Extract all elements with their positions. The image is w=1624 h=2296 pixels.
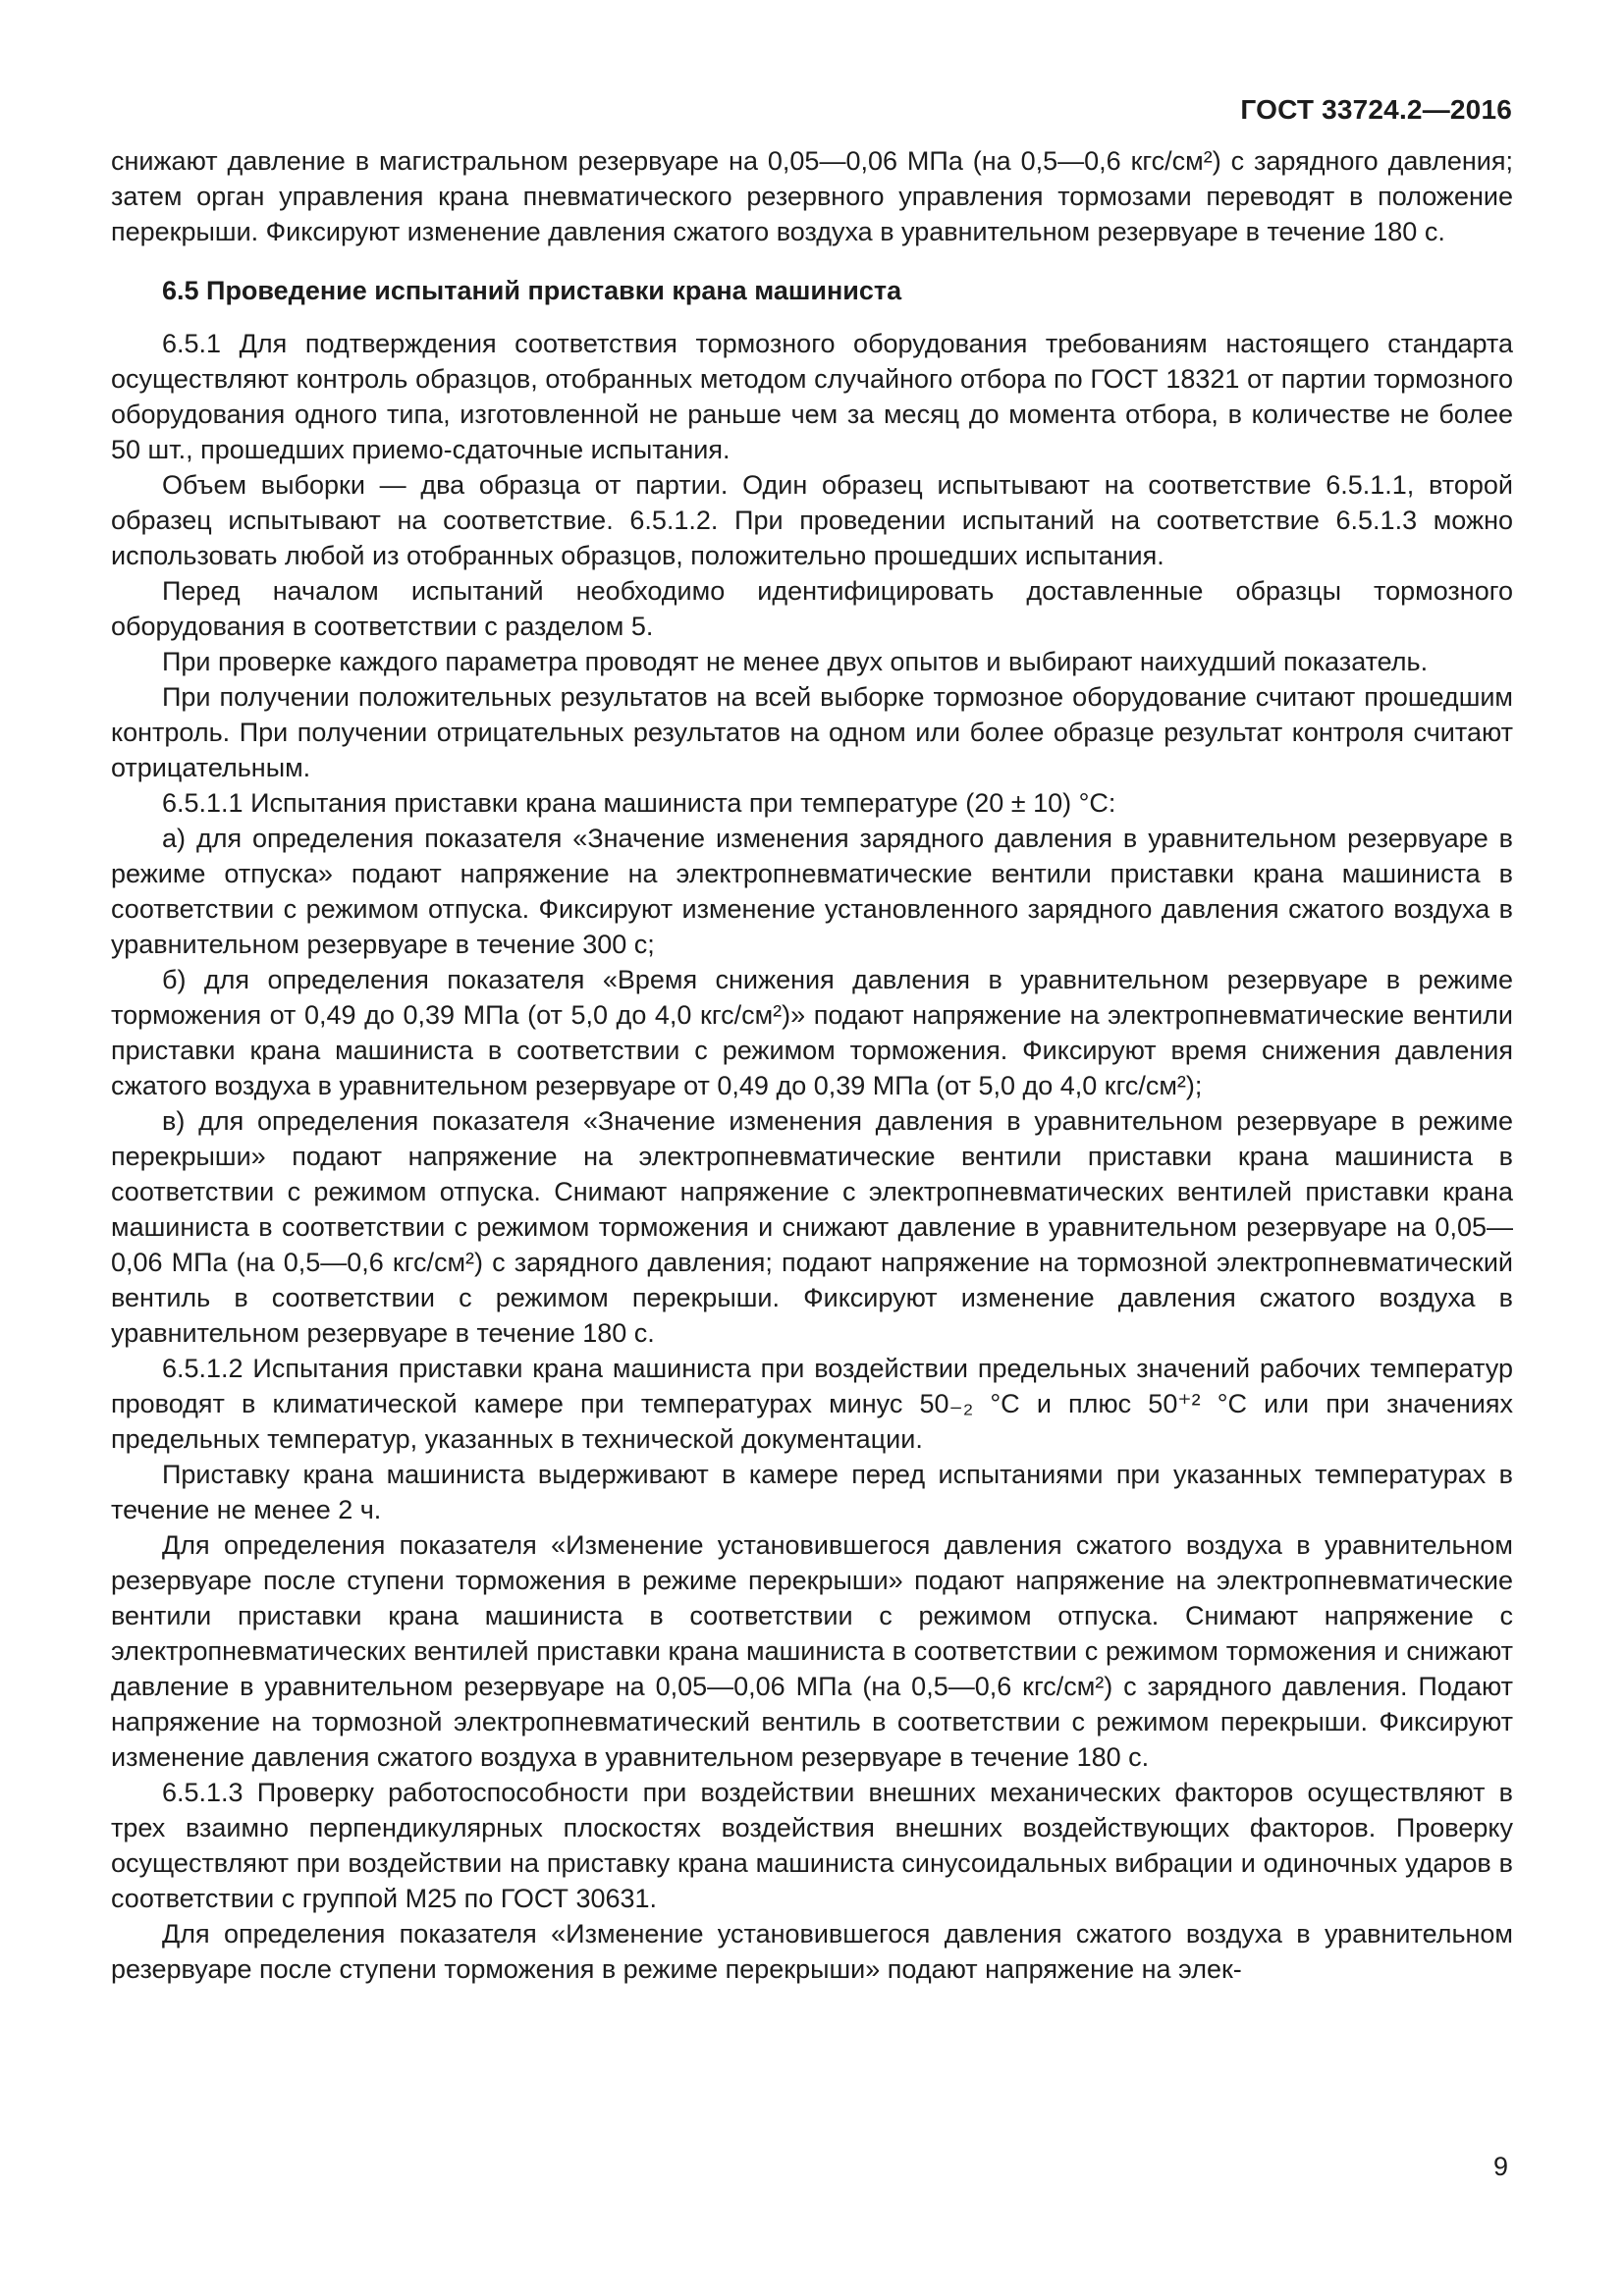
- paragraph: 6.5.1.1 Испытания приставки крана машиниста при температуре (20 ± 10) °С:: [162, 788, 1116, 818]
- section-heading: 6.5 Проведение испытаний приставки крана машиниста: [162, 276, 902, 305]
- paragraph: Перед началом испытаний необходимо идентифицировать доставленные образцы тормозного оборудования в соответствии с разделом 5.: [111, 576, 1513, 641]
- paragraph: При получении положительных результатов на всей выборке тормозное оборудование считают прошедшим контроль. При получении отрицательных результатов на одном или более образце результат контроля считают отрицательным.: [111, 682, 1513, 782]
- paragraph: в) для определения показателя «Значение изменения давления в уравнительном резервуаре в режиме перекрыши» подают напряжение на электропневматические вентили приставки крана машиниста в соответствии с режимом отпуска. Снимают напряжение с электропневматических вентилей приставки крана машиниста в соответствии с режимом торможения и снижают давление в уравнительном резервуаре на 0,05—0,06 МПа (на 0,5—0,6 кгс/см²) с зарядного давления; подают напряжение на тормозной электропневматический вентиль в соответствии с режимом перекрыши. Фиксируют изменение давления сжатого воздуха в уравнительном резервуаре в течение 180 с.: [111, 1106, 1513, 1348]
- paragraph: 6.5.1.2 Испытания приставки крана машиниста при воздействии предельных значений рабочих температур проводят в климатической камере при температурах минус 50₋₂ °С и плюс 50⁺² °С или при значениях предельных температур, указанных в технической документации.: [111, 1354, 1513, 1454]
- page-number: 9: [1492, 2152, 1508, 2181]
- paragraph: 6.5.1.3 Проверку работоспособности при воздействии внешних механических факторов осуществляют в трех взаимно перпендикулярных плоскостях воздействия внешних воздействующих факторов. Проверку осуществляют при воздействии на приставку крана машиниста синусоидальных вибрации и одиночных ударов в соответствии с группой М25 по ГОСТ 30631.: [111, 1778, 1513, 1913]
- document-header: ГОСТ 33724.2—2016: [1240, 94, 1512, 125]
- paragraph: Для определения показателя «Изменение установившегося давления сжатого воздуха в уравнительном резервуаре после ступени торможения в режиме перекрыши» подают напряжение на элек-: [111, 1919, 1513, 1984]
- paragraph: Для определения показателя «Изменение установившегося давления сжатого воздуха в уравнительном резервуаре после ступени торможения в режиме перекрыши» подают напряжение на электропневматические вентили приставки крана машиниста в соответствии с режимом отпуска. Снимают напряжение с электропневматических вентилей приставки крана машиниста в соответствии с режимом торможения и снижают давление в уравнительном резервуаре на 0,05—0,06 МПа (на 0,5—0,6 кгс/см²) с зарядного давления. Подают напряжение на тормозной электропневматический вентиль в соответствии с режимом перекрыши. Фиксируют изменение давления сжатого воздуха в уравнительном резервуаре в течение 180 с.: [111, 1530, 1513, 1772]
- paragraph: б) для определения показателя «Время снижения давления в уравнительном резервуаре в режиме торможения от 0,49 до 0,39 МПа (от 5,0 до 4,0 кгс/см²)» подают напряжение на электропневматические вентили приставки крана машиниста в соответствии с режимом торможения. Фиксируют время снижения давления сжатого воздуха в уравнительном резервуаре от 0,49 до 0,39 МПа (от 5,0 до 4,0 кгс/см²);: [111, 965, 1513, 1100]
- paragraph: снижают давление в магистральном резервуаре на 0,05—0,06 МПа (на 0,5—0,6 кгс/см²) с зарядного давления; затем орган управления крана пневматического резервного управления тормозами переводят в положение перекрыши. Фиксируют изменение давления сжатого воздуха в уравнительном резервуаре в течение 180 с.: [111, 146, 1513, 246]
- document-body: [111, 143, 1513, 1987]
- paragraph: При проверке каждого параметра проводят не менее двух опытов и выбирают наихудший показатель.: [162, 647, 1429, 676]
- paragraph: а) для определения показателя «Значение изменения зарядного давления в уравнительном резервуаре в режиме отпуска» подают напряжение на электропневматические вентили приставки крана машиниста в соответствии с режимом отпуска. Фиксируют изменение установленного зарядного давления сжатого воздуха в уравнительном резервуаре в течение 300 с;: [111, 824, 1513, 959]
- paragraph: 6.5.1 Для подтверждения соответствия тормозного оборудования требованиям настоящего стандарта осуществляют контроль образцов, отобранных методом случайного отбора по ГОСТ 18321 от партии тормозного оборудования одного типа, изготовленной не раньше чем за месяц до момента отбора, в количестве не более 50 шт., прошедших приемо-сдаточные испытания.: [111, 329, 1513, 464]
- paragraph: Объем выборки — два образца от партии. Один образец испытывают на соответствие 6.5.1.1, второй образец испытывают на соответствие. 6.5.1.2. При проведении испытаний на соответствие 6.5.1.3 можно использовать любой из отобранных образцов, положительно прошедших испытания.: [111, 470, 1513, 570]
- paragraph: Приставку крана машиниста выдерживают в камере перед испытаниями при указанных температурах в течение не менее 2 ч.: [111, 1460, 1513, 1524]
